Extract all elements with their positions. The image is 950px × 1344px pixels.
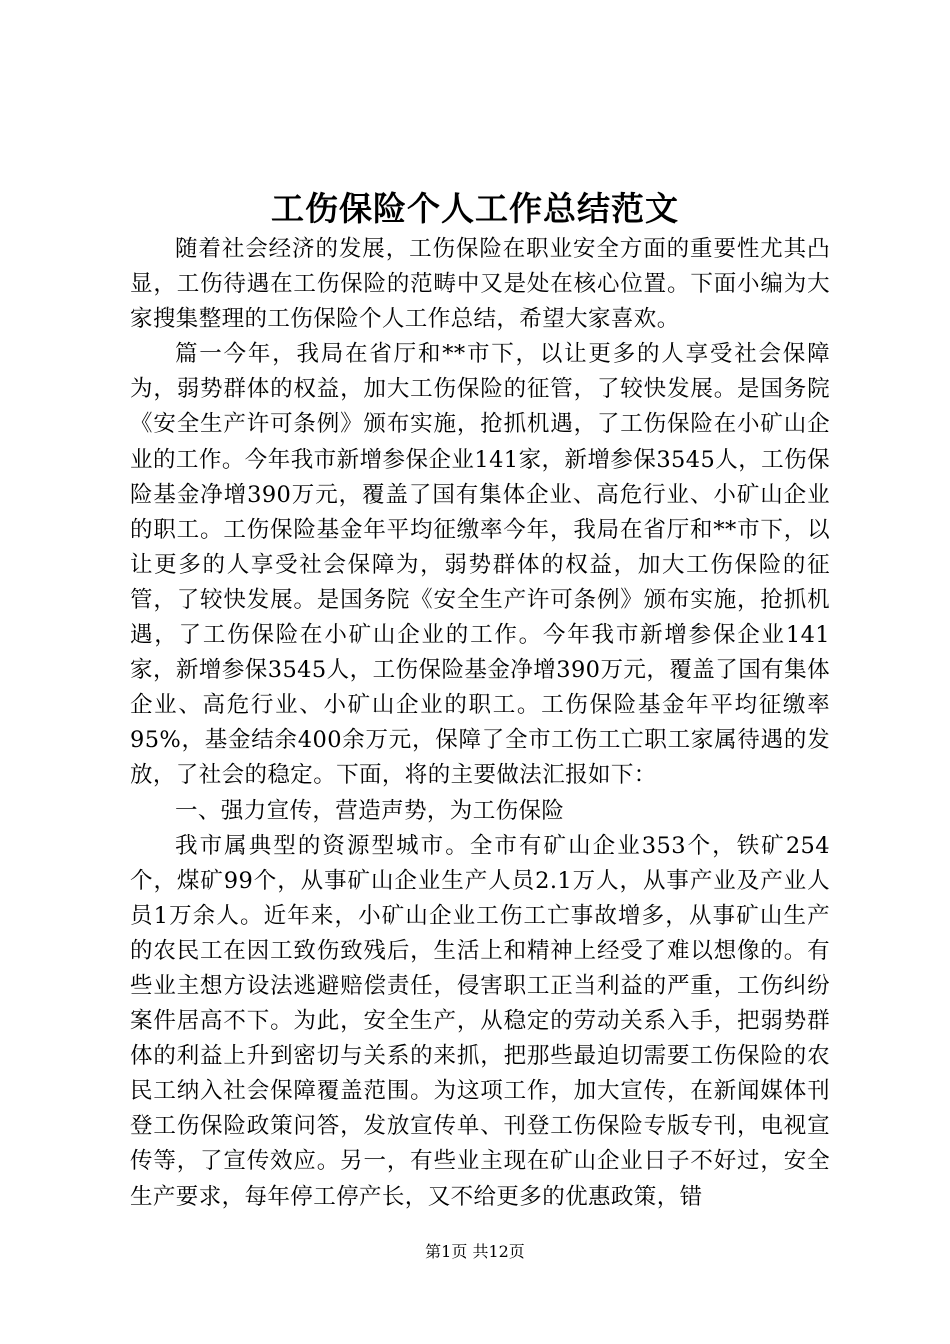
- page-number: 第1页 共12页: [425, 1242, 525, 1261]
- body-paragraph: 篇一今年，我局在省厅和**市下，以让更多的人享受社会保障为，弱势群体的权益，加大工伤保险的征管，了较快发展。是国务院《安全生产许可条例》颁布实施，抢抓机遇，了工伤保险在小矿山企业的工作。今年我市新增参保企业141家，新增参保3545人，工伤保险基金净增390万元，覆盖了国有集体企业、高危行业、小矿山企业的职工。工伤保险基金年平均征缴率今年，我局在省厅和**市下，以让更多的人享受社会保障为，弱势群体的权益，加大工伤保险的征管，了较快发展。是国务院《安全生产许可条例》颁布实施，抢抓机遇，了工伤保险在小矿山企业的工作。今年我市新增参保企业141家，新增参保3545人，工伤保险基金净增390万元，覆盖了国有集体企业、高危行业、小矿山企业的职工。工伤保险基金年平均征缴率95%，基金结余400余万元，保障了全市工伤工亡职工家属待遇的发放，了社会的稳定。下面，将的主要做法汇报如下：: [130, 341, 830, 789]
- section-heading: 一、强力宣传，营造声势，为工伤保险: [175, 797, 565, 824]
- intro-paragraph: 随着社会经济的发展，工伤保险在职业安全方面的重要性尤其凸显，工伤待遇在工伤保险的范畴中又是处在核心位置。下面小编为大家搜集整理的工伤保险个人工作总结，希望大家喜欢。: [130, 236, 830, 333]
- page-title: 工伤保险个人工作总结范文: [271, 189, 679, 228]
- body-paragraph: 我市属典型的资源型城市。全市有矿山企业353个，铁矿254个，煤矿99个，从事矿山企业生产人员2.1万人，从事产业及产业人员1万余人。近年来，小矿山企业工伤工亡事故增多，从事矿山生产的农民工在因工致伤致残后，生活上和精神上经受了难以想像的。有些业主想方设法逃避赔偿责任，侵害职工正当利益的严重，工伤纠纷案件居高不下。为此，安全生产，从稳定的劳动关系入手，把弱势群体的利益上升到密切与关系的来抓，把那些最迫切需要工伤保险的农民工纳入社会保障覆盖范围。为这项工作，加大宣传，在新闻媒体刊登工伤保险政策问答，发放宣传单、刊登工伤保险专版专刊，电视宣传等，了宣传效应。另一，有些业主现在矿山企业日子不好过，安全生产要求，每年停工停产长，又不给更多的优惠政策，错: [130, 832, 830, 1210]
- document-body: [130, 232, 830, 1215]
